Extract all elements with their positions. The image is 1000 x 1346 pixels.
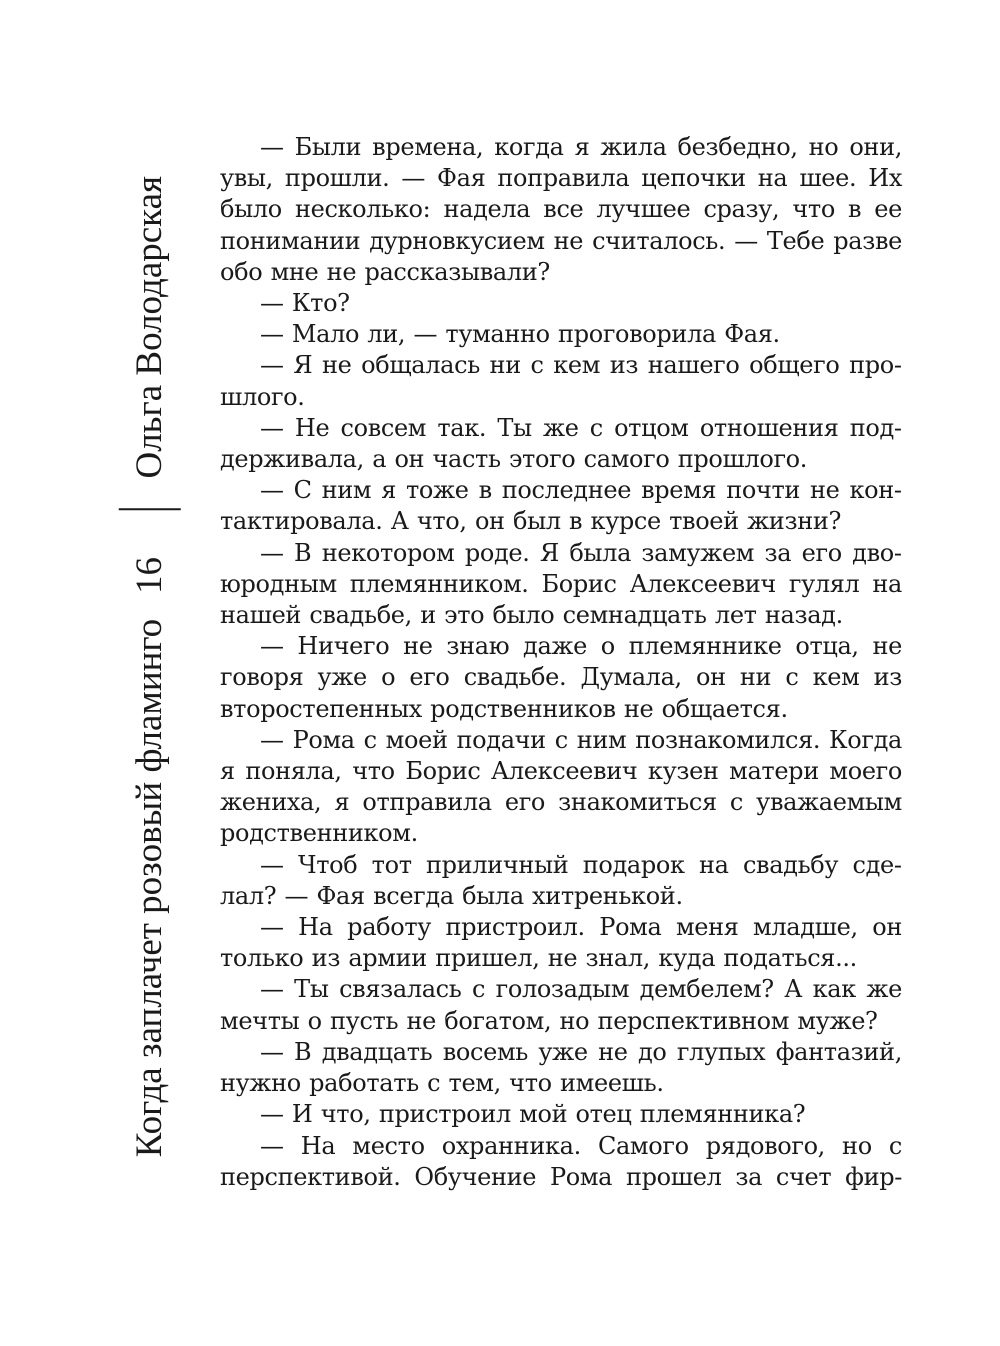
book-title: Когда заплачет розовый фламинго xyxy=(129,618,170,1158)
author-name: Ольга Володарская xyxy=(129,175,170,479)
paragraph: — Рома с моей подачи с ним познакомился. Когда я поняла, что Борис Алексеевич кузен матери моего жениха, я отправила его знакомиться с уважаемым родственником. xyxy=(220,725,902,848)
paragraph: — На место охранника. Самого рядового, но с перспективой. Обучение Рома прошел за счет фир- xyxy=(220,1131,902,1191)
paragraph: — Кто? xyxy=(260,289,350,318)
paragraph: — Я не общалась ни с кем из нашего общего прошлого. xyxy=(220,351,902,411)
body-text xyxy=(220,132,902,1193)
paragraph: — Были времена, когда я жила безбедно, но они, увы, прошли. — Фая поправила цепочки на шее. Их было несколько: надела все лучшее сразу, что в ее понимании дурновкусием не считалось. — Тебе разве обо мне не рассказывали? xyxy=(220,133,902,286)
paragraph: — На работу пристроил. Рома меня младше, он только из армии пришел, не знал, куда податься... xyxy=(220,913,902,973)
page-number: 16 xyxy=(129,557,170,594)
paragraph: — И что, пристроил мой отец племянника? xyxy=(260,1100,806,1129)
paragraph: — Ты связалась с голозадым дембелем? А как же мечты о пусть не богатом, но перспективном муже? xyxy=(220,975,902,1035)
paragraph: — Чтоб тот приличный подарок на свадьбу сделал? — Фая всегда была хитренькой. xyxy=(220,850,902,910)
header-divider xyxy=(119,509,181,511)
paragraph: — С ним я тоже в последнее время почти не контактировала. А что, он был в курсе твоей жизни? xyxy=(220,476,902,536)
paragraph: — В двадцать восемь уже не до глупых фантазий, нужно работать с тем, что имеешь. xyxy=(220,1037,902,1098)
running-header xyxy=(120,172,180,1172)
paragraph: — Не совсем так. Ты же с отцом отношения поддерживала, а он часть этого самого прошлого. xyxy=(220,413,902,474)
paragraph: — Ничего не знаю даже о племяннике отца, не говоря уже о его свадьбе. Думала, он ни с кем из второстепенных родственников не общается. xyxy=(220,632,902,723)
paragraph: — В некотором роде. Я была замужем за его двоюродным племянником. Борис Алексеевич гулял на нашей свадьбе, и это было семнадцать лет назад. xyxy=(220,538,902,630)
paragraph: — Мало ли, — туманно проговорила Фая. xyxy=(260,320,780,349)
